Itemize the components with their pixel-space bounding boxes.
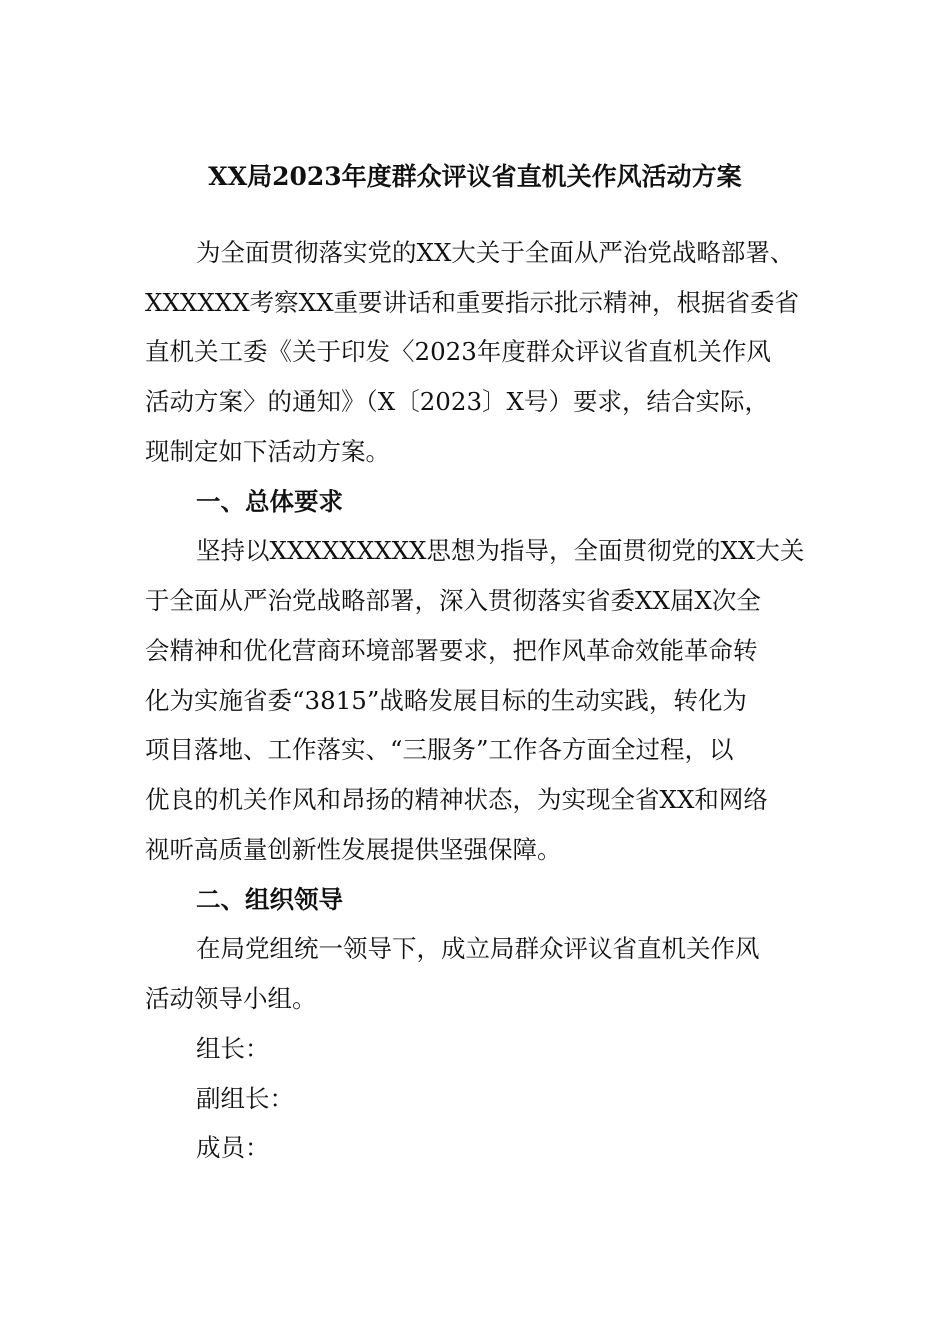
document-title: XX局2023年度群众评议省直机关作风活动方案 [208, 162, 742, 191]
section1-line-5: 项目落地、工作落实、“三服务”工作各方面全过程，以 [145, 735, 734, 764]
section1-line-2: 于全面从严治党战略部署，深入贯彻落实省委XX届X次全 [145, 586, 761, 615]
section1-line-1: 坚持以XXXXXXXXX思想为指导，全面贯彻党的XX大关 [196, 536, 805, 565]
intro-line-1: 为全面贯彻落实党的XX大关于全面从严治党战略部署、 [196, 238, 795, 267]
intro-line-2: XXXXXX考察XX重要讲话和重要指示批示精神，根据省委省 [145, 288, 800, 317]
section1-line-6: 优良的机关作风和昂扬的精神状态，为实现全省XX和网络 [145, 785, 768, 814]
section1-line-3: 会精神和优化营商环境部署要求，把作风革命效能革命转 [145, 636, 758, 665]
intro-line-3: 直机关工委《关于印发〈2023年度群众评议省直机关作风 [145, 337, 771, 366]
section1-line-4: 化为实施省委“3815”战略发展目标的生动实践，转化为 [145, 686, 747, 715]
intro-line-5: 现制定如下活动方案。 [145, 437, 390, 466]
section1-line-7: 视听高质量创新性发展提供坚强保障。 [145, 835, 562, 864]
intro-line-4: 活动方案〉的通知》（X〔2023〕X号）要求，结合实际， [145, 387, 769, 416]
section2-line-2: 活动领导小组。 [145, 984, 317, 1013]
role-leader: 组长： [196, 1034, 270, 1063]
section1-heading: 一、总体要求 [196, 487, 343, 516]
role-deputy-leader: 副组长： [196, 1084, 294, 1113]
section2-heading: 二、组织领导 [196, 885, 343, 914]
role-members: 成员： [196, 1133, 270, 1162]
section2-line-1: 在局党组统一领导下，成立局群众评议省直机关作风 [196, 934, 760, 963]
